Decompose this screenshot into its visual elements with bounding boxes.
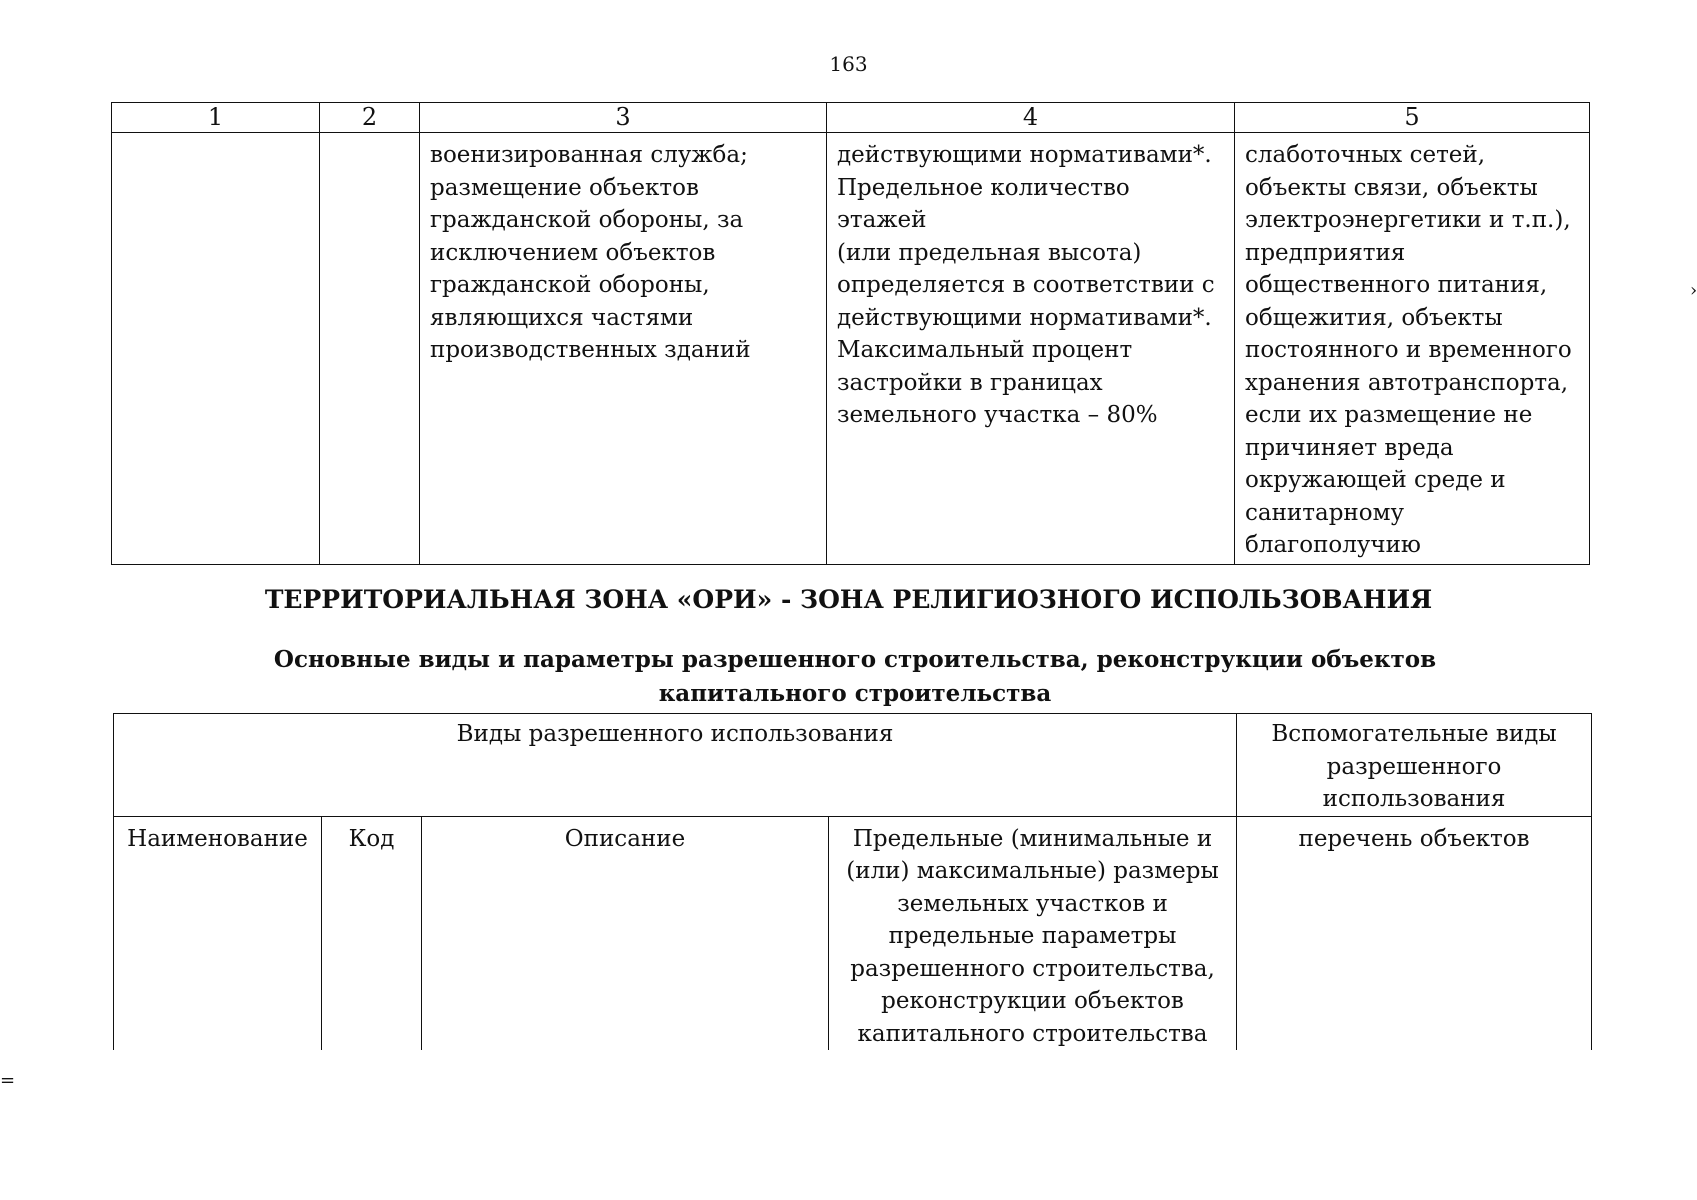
group-main-header: Виды разрешенного использования — [114, 714, 1237, 817]
column-number-1: 1 — [112, 103, 320, 133]
cell-auxiliary: слаботочных сетей, объекты связи, объекты электроэнергетики и т.п.), предприятия общественного питания, общежития, объекты постоянного и временного хранения автотранспорта, если их размещение не причиняет вреда окружающей среде и санитарному благополучию — [1235, 133, 1590, 565]
column-number-row — [112, 103, 1590, 133]
column-number-2: 2 — [320, 103, 420, 133]
cell-code — [320, 133, 420, 565]
group-aux-header: Вспомогательные виды разрешенного использования — [1237, 714, 1592, 817]
permitted-use-table — [113, 713, 1592, 1050]
header-objects: перечень объектов — [1237, 816, 1592, 1050]
margin-mark: › — [1690, 280, 1697, 301]
header-name: Наименование — [114, 816, 322, 1050]
column-number-5: 5 — [1235, 103, 1590, 133]
cell-parameters: действующими нормативами*. Предельное количество этажей (или предельная высота) определяется в соответствии с действующими нормативами*. Максимальный процент застройки в границах земельного участка – 80% — [827, 133, 1235, 565]
header-limits: Предельные (минимальные и (или) максимальные) размеры земельных участков и предельные параметры разрешенного строительства, реконструкции объектов капитального строительства — [829, 816, 1237, 1050]
zone-title: ТЕРРИТОРИАЛЬНАЯ ЗОНА «ОРИ» - ЗОНА РЕЛИГИОЗНОГО ИСПОЛЬЗОВАНИЯ — [264, 585, 1433, 614]
cell-description: военизированная служба; размещение объектов гражданской обороны, за исключением объектов гражданской обороны, являющихся частями производственных зданий — [420, 133, 827, 565]
header-code: Код — [322, 816, 422, 1050]
continuation-table — [111, 102, 1590, 565]
column-number-3: 3 — [420, 103, 827, 133]
page-number: 163 — [829, 52, 868, 76]
table-row — [112, 133, 1590, 565]
section-title: Основные виды и параметры разрешенного строительства, реконструкции объектов капитального строительства — [273, 646, 1437, 707]
header-description: Описание — [422, 816, 829, 1050]
group-header-row — [114, 714, 1592, 817]
column-number-4: 4 — [827, 103, 1235, 133]
column-header-row — [114, 816, 1592, 1050]
margin-mark: = — [0, 1070, 16, 1091]
cell-name — [112, 133, 320, 565]
